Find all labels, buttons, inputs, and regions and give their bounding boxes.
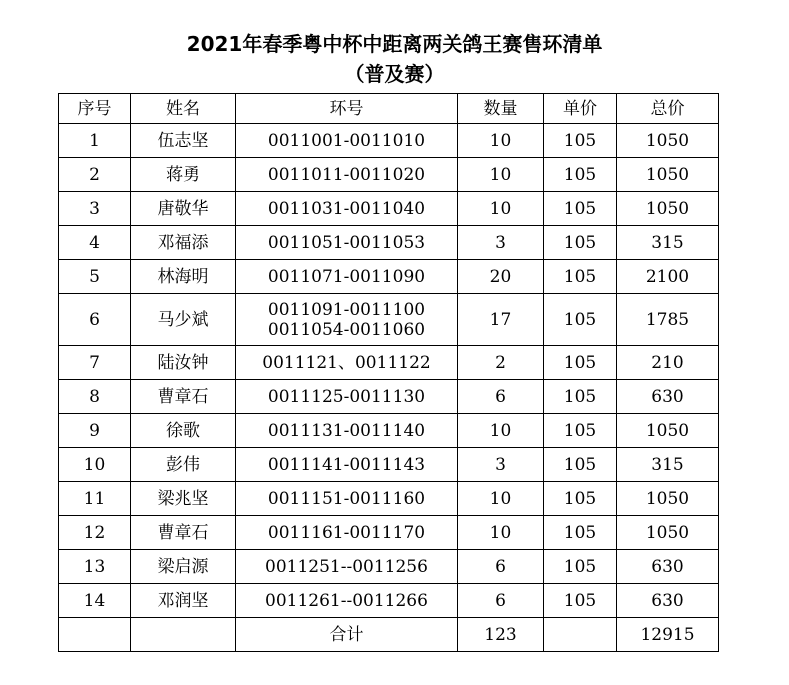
row-qty: 3 <box>458 448 544 482</box>
row-seq: 13 <box>59 550 131 584</box>
table-header-row <box>59 94 719 124</box>
row-ring-numbers <box>236 482 458 516</box>
ring-range: 0011051-0011053 <box>267 232 426 253</box>
ring-range: 0011054-0011060 <box>267 319 426 340</box>
ring-range: 0011261--0011266 <box>265 590 428 611</box>
row-qty: 10 <box>458 414 544 448</box>
row-seq: 2 <box>59 158 131 192</box>
table-row <box>59 294 719 346</box>
row-qty: 6 <box>458 380 544 414</box>
row-price: 105 <box>544 380 617 414</box>
row-qty: 17 <box>458 294 544 346</box>
ring-range: 0011001-0011010 <box>267 130 426 151</box>
summary-total: 12915 <box>617 618 719 652</box>
summary-qty: 123 <box>458 618 544 652</box>
row-seq: 4 <box>59 226 131 260</box>
summary-empty-cell <box>544 618 617 652</box>
row-qty: 10 <box>458 158 544 192</box>
row-price: 105 <box>544 516 617 550</box>
header-ring: 环号 <box>236 94 458 124</box>
row-name: 彭伟 <box>131 448 236 482</box>
row-seq: 11 <box>59 482 131 516</box>
ring-range: 0011125-0011130 <box>267 386 426 407</box>
row-total: 1785 <box>617 294 719 346</box>
row-price: 105 <box>544 124 617 158</box>
row-total: 1050 <box>617 516 719 550</box>
ring-range: 0011071-0011090 <box>267 266 426 287</box>
table-row <box>59 482 719 516</box>
row-qty: 10 <box>458 516 544 550</box>
row-seq: 10 <box>59 448 131 482</box>
summary-empty-cell <box>59 618 131 652</box>
table-row <box>59 346 719 380</box>
row-total: 630 <box>617 584 719 618</box>
table-row <box>59 260 719 294</box>
header-total: 总价 <box>617 94 719 124</box>
table-body <box>59 124 719 618</box>
row-price: 105 <box>544 448 617 482</box>
row-total: 1050 <box>617 414 719 448</box>
table-row <box>59 448 719 482</box>
row-name: 邓润坚 <box>131 584 236 618</box>
row-seq: 5 <box>59 260 131 294</box>
ring-sales-table <box>58 93 719 652</box>
row-seq: 1 <box>59 124 131 158</box>
table-row <box>59 550 719 584</box>
row-name: 曹章石 <box>131 380 236 414</box>
row-total: 1050 <box>617 192 719 226</box>
row-ring-numbers <box>236 260 458 294</box>
ring-range: 0011091-0011100 <box>267 299 426 320</box>
row-name: 唐敬华 <box>131 192 236 226</box>
ring-range: 0011011-0011020 <box>267 164 426 185</box>
row-name: 邓福添 <box>131 226 236 260</box>
summary-label: 合计 <box>236 618 458 652</box>
row-price: 105 <box>544 294 617 346</box>
row-qty: 10 <box>458 124 544 158</box>
summary-row <box>59 618 719 652</box>
ring-range: 0011161-0011170 <box>267 522 426 543</box>
row-name: 徐歌 <box>131 414 236 448</box>
row-ring-numbers <box>236 294 458 346</box>
ring-range: 0011251--0011256 <box>265 556 428 577</box>
row-price: 105 <box>544 226 617 260</box>
row-total: 315 <box>617 448 719 482</box>
row-qty: 6 <box>458 584 544 618</box>
row-name: 林海明 <box>131 260 236 294</box>
row-qty: 6 <box>458 550 544 584</box>
document-subtitle: （普及赛） <box>344 62 445 86</box>
table-row <box>59 380 719 414</box>
row-ring-numbers <box>236 380 458 414</box>
ring-range: 0011031-0011040 <box>267 198 426 219</box>
row-total: 630 <box>617 550 719 584</box>
row-name: 蒋勇 <box>131 158 236 192</box>
table-row <box>59 192 719 226</box>
row-ring-numbers <box>236 124 458 158</box>
document-title: 2021年春季粤中杯中距离两关鸽王赛售环清单 <box>186 32 603 56</box>
summary-empty-cell <box>131 618 236 652</box>
row-seq: 9 <box>59 414 131 448</box>
row-ring-numbers <box>236 158 458 192</box>
row-price: 105 <box>544 584 617 618</box>
row-seq: 8 <box>59 380 131 414</box>
row-qty: 3 <box>458 226 544 260</box>
row-ring-numbers <box>236 192 458 226</box>
table-row <box>59 158 719 192</box>
row-ring-numbers <box>236 226 458 260</box>
row-ring-numbers <box>236 346 458 380</box>
row-name: 曹章石 <box>131 516 236 550</box>
header-seq: 序号 <box>59 94 131 124</box>
table-row <box>59 584 719 618</box>
row-price: 105 <box>544 550 617 584</box>
ring-range: 0011141-0011143 <box>267 454 426 475</box>
row-price: 105 <box>544 414 617 448</box>
row-price: 105 <box>544 192 617 226</box>
row-ring-numbers <box>236 516 458 550</box>
row-price: 105 <box>544 260 617 294</box>
row-name: 伍志坚 <box>131 124 236 158</box>
row-seq: 6 <box>59 294 131 346</box>
row-total: 630 <box>617 380 719 414</box>
table-row <box>59 414 719 448</box>
row-seq: 14 <box>59 584 131 618</box>
row-name: 梁兆坚 <box>131 482 236 516</box>
row-qty: 10 <box>458 482 544 516</box>
ring-range: 0011131-0011140 <box>267 420 426 441</box>
row-total: 1050 <box>617 158 719 192</box>
row-ring-numbers <box>236 550 458 584</box>
row-price: 105 <box>544 482 617 516</box>
table-row <box>59 516 719 550</box>
row-ring-numbers <box>236 448 458 482</box>
row-total: 2100 <box>617 260 719 294</box>
header-price: 单价 <box>544 94 617 124</box>
row-total: 1050 <box>617 124 719 158</box>
header-qty: 数量 <box>458 94 544 124</box>
row-name: 陆汝钟 <box>131 346 236 380</box>
table-row <box>59 226 719 260</box>
row-name: 梁启源 <box>131 550 236 584</box>
row-total: 1050 <box>617 482 719 516</box>
row-qty: 2 <box>458 346 544 380</box>
row-price: 105 <box>544 346 617 380</box>
row-qty: 20 <box>458 260 544 294</box>
ring-range: 0011151-0011160 <box>267 488 426 509</box>
row-seq: 7 <box>59 346 131 380</box>
ring-range: 0011121、0011122 <box>262 352 431 373</box>
row-seq: 3 <box>59 192 131 226</box>
row-price: 105 <box>544 158 617 192</box>
header-name: 姓名 <box>131 94 236 124</box>
row-name: 马少斌 <box>131 294 236 346</box>
row-total: 315 <box>617 226 719 260</box>
row-ring-numbers <box>236 584 458 618</box>
row-seq: 12 <box>59 516 131 550</box>
row-qty: 10 <box>458 192 544 226</box>
row-total: 210 <box>617 346 719 380</box>
table-row <box>59 124 719 158</box>
row-ring-numbers <box>236 414 458 448</box>
